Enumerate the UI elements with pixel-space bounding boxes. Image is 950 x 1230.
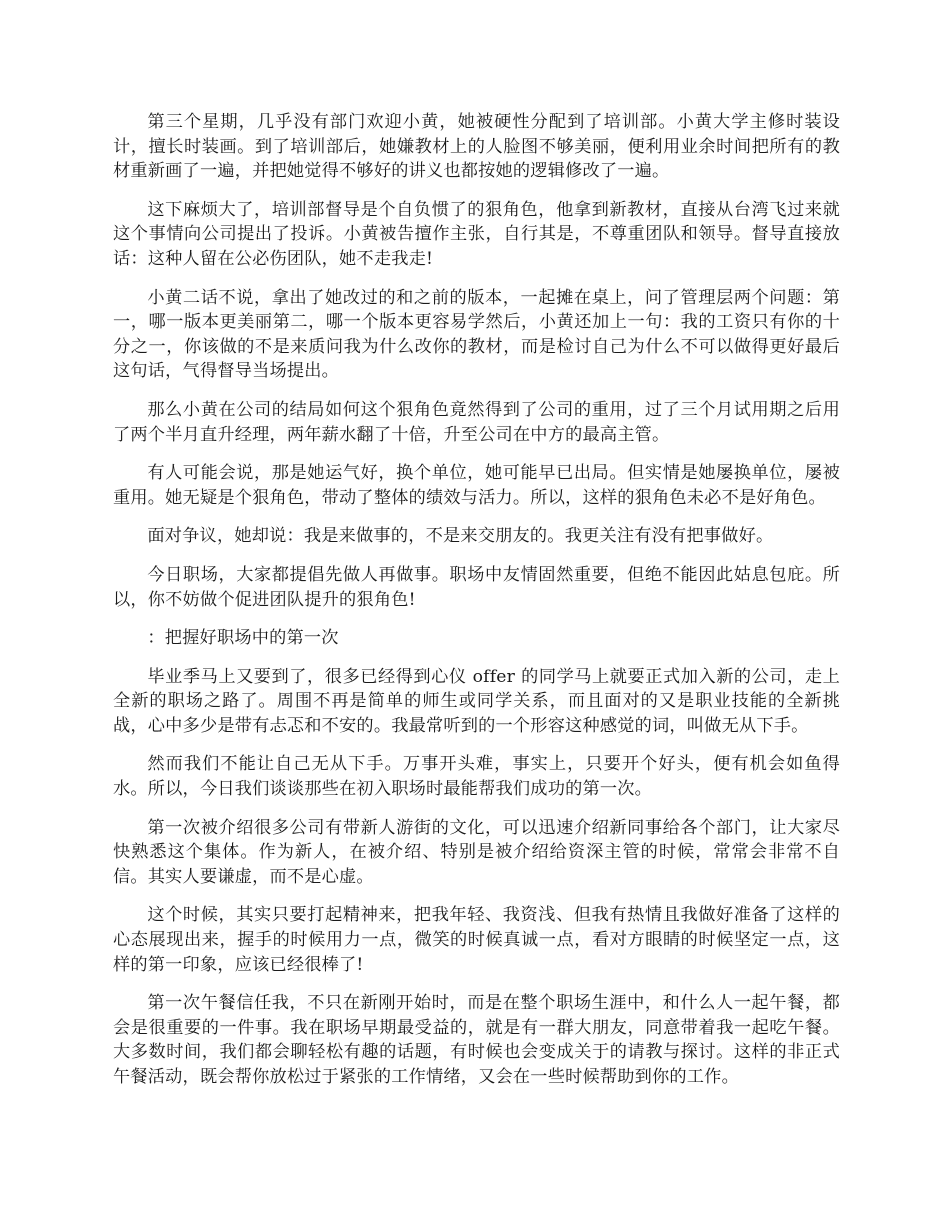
paragraph: 小黄二话不说，拿出了她改过的和之前的版本，一起摊在桌上，问了管理层两个问题：第一，哪一版本更美丽第二，哪一个版本更容易学然后，小黄还加上一句：我的工资只有你的十分之一，你该做的不是来质问我为什么改你的教材，而是检讨自己为什么不可以做得更好最后这句话，气得督导当场提出。	[113, 287, 840, 382]
paragraph: 有人可能会说，那是她运气好，换个单位，她可能早已出局。但实情是她屡换单位，屡被重用。她无疑是个狠角色，带动了整体的绩效与活力。所以，这样的狠角色未必不是好角色。	[113, 463, 840, 508]
paragraph: 毕业季马上又要到了，很多已经得到心仪 offer 的同学马上就要正式加入新的公司，走上全新的职场之路了。周围不再是简单的师生或同学关系，而且面对的又是职业技能的全新挑战，心中多少是带有忐忑和不安的。我最常听到的一个形容这种感觉的词，叫做无从下手。	[113, 666, 840, 736]
paragraph: 第一次午餐信任我，不只在新刚开始时，而是在整个职场生涯中，和什么人一起午餐，都会是很重要的一件事。我在职场早期最受益的，就是有一群大朋友，同意带着我一起吃午餐。大多数时间，我们都会聊轻松有趣的话题，有时候也会变成关于的请教与探讨。这样的非正式午餐活动，既会帮你放松过于紧张的工作情绪，又会在一些时候帮助到你的工作。	[113, 993, 840, 1087]
paragraph: 第三个星期，几乎没有部门欢迎小黄，她被硬性分配到了培训部。小黄大学主修时装设计，擅长时装画。到了培训部后，她嫌教材上的人脸图不够美丽，便利用业余时间把所有的教材重新画了一遍，并把她觉得不够好的讲义也都按她的逻辑修改了一遍。	[113, 112, 840, 182]
section-heading: ：把握好职场中的第一次	[147, 628, 339, 649]
paragraph: 这下麻烦大了，培训部督导是个自负惯了的狠角色，他拿到新教材，直接从台湾飞过来就这个事情向公司提出了投诉。小黄被告擅作主张，自行其是，不尊重团队和领导。督导直接放话：这种人留在公必伤团队，她不走我走!	[113, 199, 840, 269]
paragraph: 那么小黄在公司的结局如何这个狠角色竟然得到了公司的重用，过了三个月试用期之后用了两个半月直升经理，两年薪水翻了十倍，升至公司在中方的最高主管。	[113, 399, 840, 445]
paragraph: 这个时候，其实只要打起精神来，把我年轻、我资浅、但我有热情且我做好准备了这样的心态展现出来，握手的时候用力一点，微笑的时候真诚一点，看对方眼睛的时候坚定一点，这样的第一印象，应该已经很棒了!	[113, 905, 840, 975]
paragraph: 第一次被介绍很多公司有带新人游街的文化，可以迅速介绍新同事给各个部门，让大家尽快熟悉这个集体。作为新人，在被介绍、特别是被介绍给资深主管的时候，常常会非常不自信。其实人要谦虚，而不是心虚。	[113, 817, 840, 887]
paragraph: 面对争议，她却说：我是来做事的，不是来交朋友的。我更关注有没有把事做好。	[147, 526, 774, 547]
paragraph: 今日职场，大家都提倡先做人再做事。职场中友情固然重要，但绝不能因此姑息包庇。所以，你不妨做个促进团队提升的狠角色!	[113, 564, 840, 610]
paragraph: 然而我们不能让自己无从下手。万事开头难，事实上，只要开个好头，便有机会如鱼得水。所以，今日我们谈谈那些在初入职场时最能帮我们成功的第一次。	[113, 754, 840, 800]
document-body	[113, 110, 840, 1104]
